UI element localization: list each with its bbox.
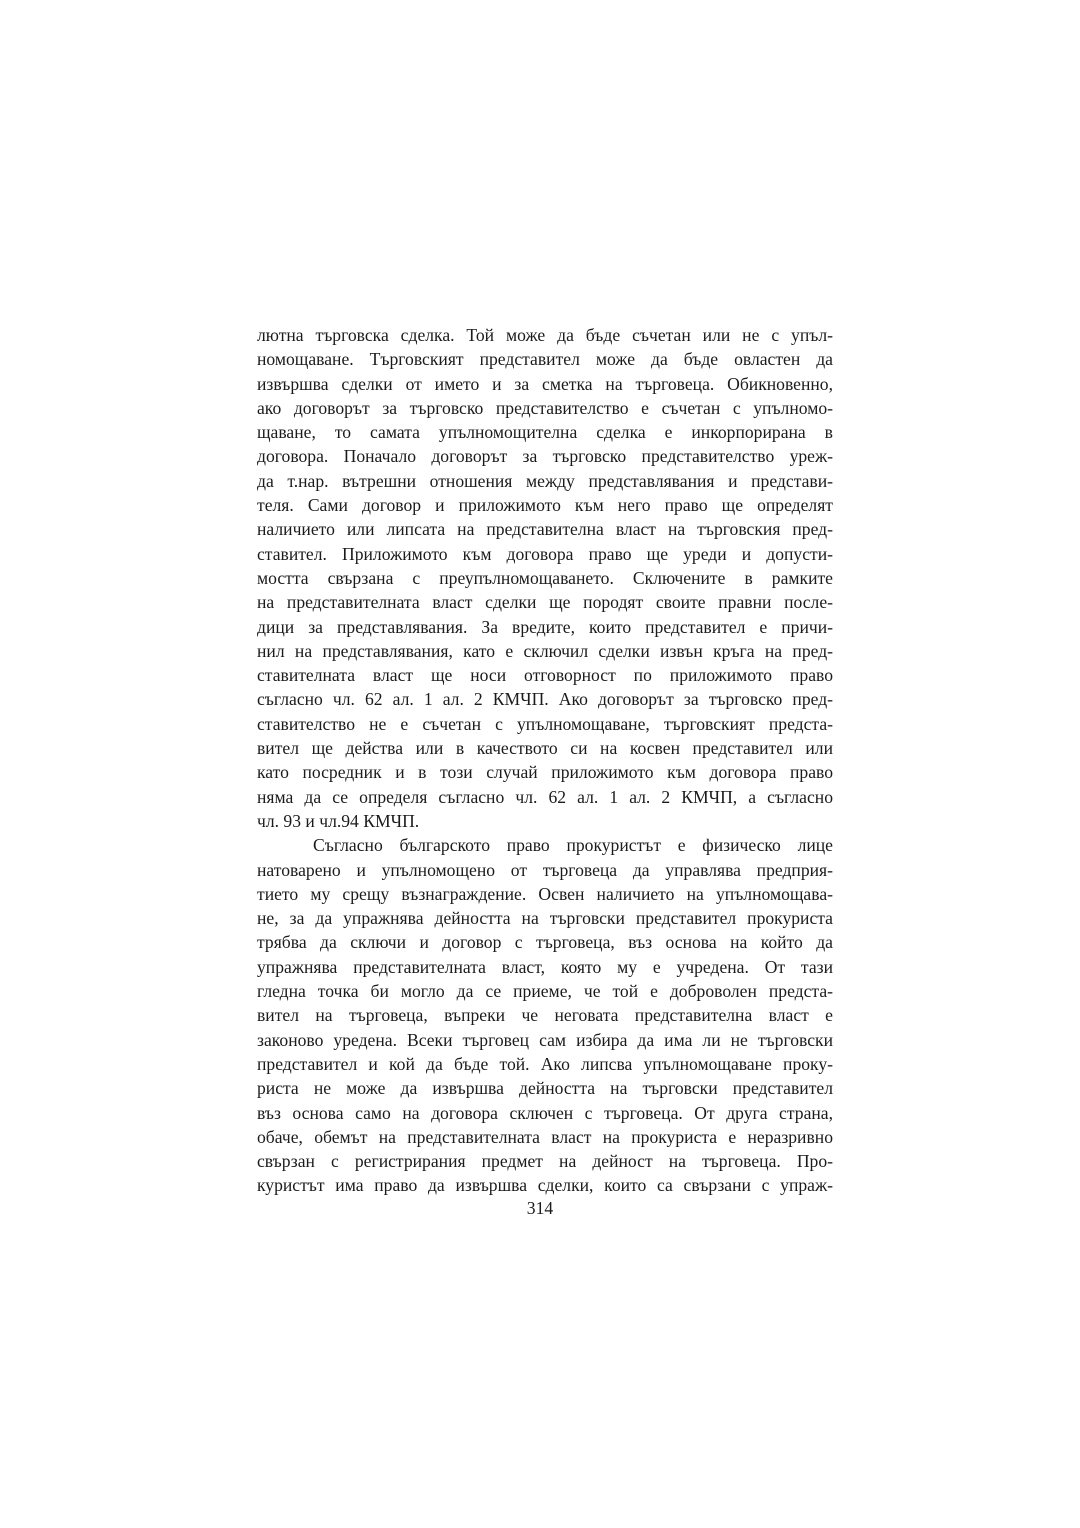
text-line: да т.нар. вътрешни отношения между представлявания и представи- (257, 470, 833, 491)
text-line: ако договорът за търговско представителство е съчетан с упълномо- (257, 397, 833, 418)
text-line: въз основа само на договора сключен с търговеца. От друга страна, (257, 1102, 833, 1123)
text-line: вител на търговеца, въпреки че неговата представителна власт е (257, 1005, 833, 1026)
text-line: съгласно чл. 62 ал. 1 ал. 2 КМЧП. Ако договорът за търговско пред- (257, 689, 833, 710)
text-line: законово уредена. Всеки търговец сам избира да има ли не търговски (257, 1029, 833, 1050)
paragraph (257, 323, 833, 833)
text-line: свързан с регистрирания предмет на дейност на търговеца. Про- (257, 1151, 833, 1172)
text-line: трябва да сключи и договор с търговеца, въз основа на който да (257, 932, 833, 953)
text-line: щаване, то самата упълномощителна сделка е инкорпорирана в (257, 422, 833, 443)
text-line: нил на представлявания, като е сключил сделки извън кръга на пред- (257, 640, 833, 661)
text-line: мостта свързана с преупълномощаването. Сключените в рамките (257, 567, 833, 588)
text-line: номощаване. Търговският представител може да бъде овластен да (257, 349, 833, 370)
text-line: няма да се определя съгласно чл. 62 ал. 1 ал. 2 КМЧП, а съгласно (257, 786, 833, 807)
text-line: риста не може да извършва дейността на търговски представител (257, 1078, 833, 1099)
text-line: лютна търговска сделка. Той може да бъде съчетан или не с упъл- (257, 325, 833, 345)
text-line: вител ще действа или в качеството си на косвен представител или (257, 738, 833, 759)
text-line: наличието или липсата на представителна власт на търговския пред- (257, 519, 833, 540)
text-line: дици за представлявания. За вредите, които представител е причи- (257, 616, 833, 637)
text-line: упражнява представителната власт, която му е учредена. От тази (257, 956, 833, 977)
text-line: куристът има право да извършва сделки, които са свързани с упраж- (257, 1175, 833, 1196)
text-line: гледна точка би могло да се приеме, че той е доброволен предста- (257, 981, 833, 1002)
text-line: договора. Поначало договорът за търговско представителство уреж- (257, 446, 833, 467)
text-line: не, за да упражнява дейността на търговски представител прокуриста (257, 908, 833, 929)
text-line: чл. 93 и чл.94 КМЧП. (257, 810, 420, 831)
text-line: ставител. Приложимото към договора право ще уреди и допусти- (257, 543, 833, 564)
paragraph (257, 833, 833, 1197)
page-body (257, 323, 833, 1198)
text-line: на представителната власт сделки ще породят своите правни после- (257, 592, 833, 613)
text-line: теля. Сами договор и приложимото към него право ще определят (257, 495, 833, 516)
text-line: ставителство не е съчетан с упълномощаване, търговският предста- (257, 713, 833, 734)
page-number: 314 (526, 1198, 554, 1218)
text-line: представител и кой да бъде той. Ако липсва упълномощаване проку- (257, 1053, 833, 1074)
text-line: обаче, обемът на представителната власт на прокуриста е неразривно (257, 1126, 833, 1147)
text-line: като посредник и в този случай приложимото към договора право (257, 762, 833, 783)
text-line: ставителната власт ще носи отговорност по приложимото право (257, 665, 833, 686)
text-line: Съгласно българското право прокуристът е физическо лице (313, 835, 833, 856)
text-line: натоварено и упълномощено от търговеца да управлява предприя- (257, 859, 833, 880)
text-line: тието му срещу възнаграждение. Освен наличието на упълномощава- (257, 883, 833, 904)
text-line: извършва сделки от името и за сметка на търговеца. Обикновенно, (257, 373, 833, 394)
